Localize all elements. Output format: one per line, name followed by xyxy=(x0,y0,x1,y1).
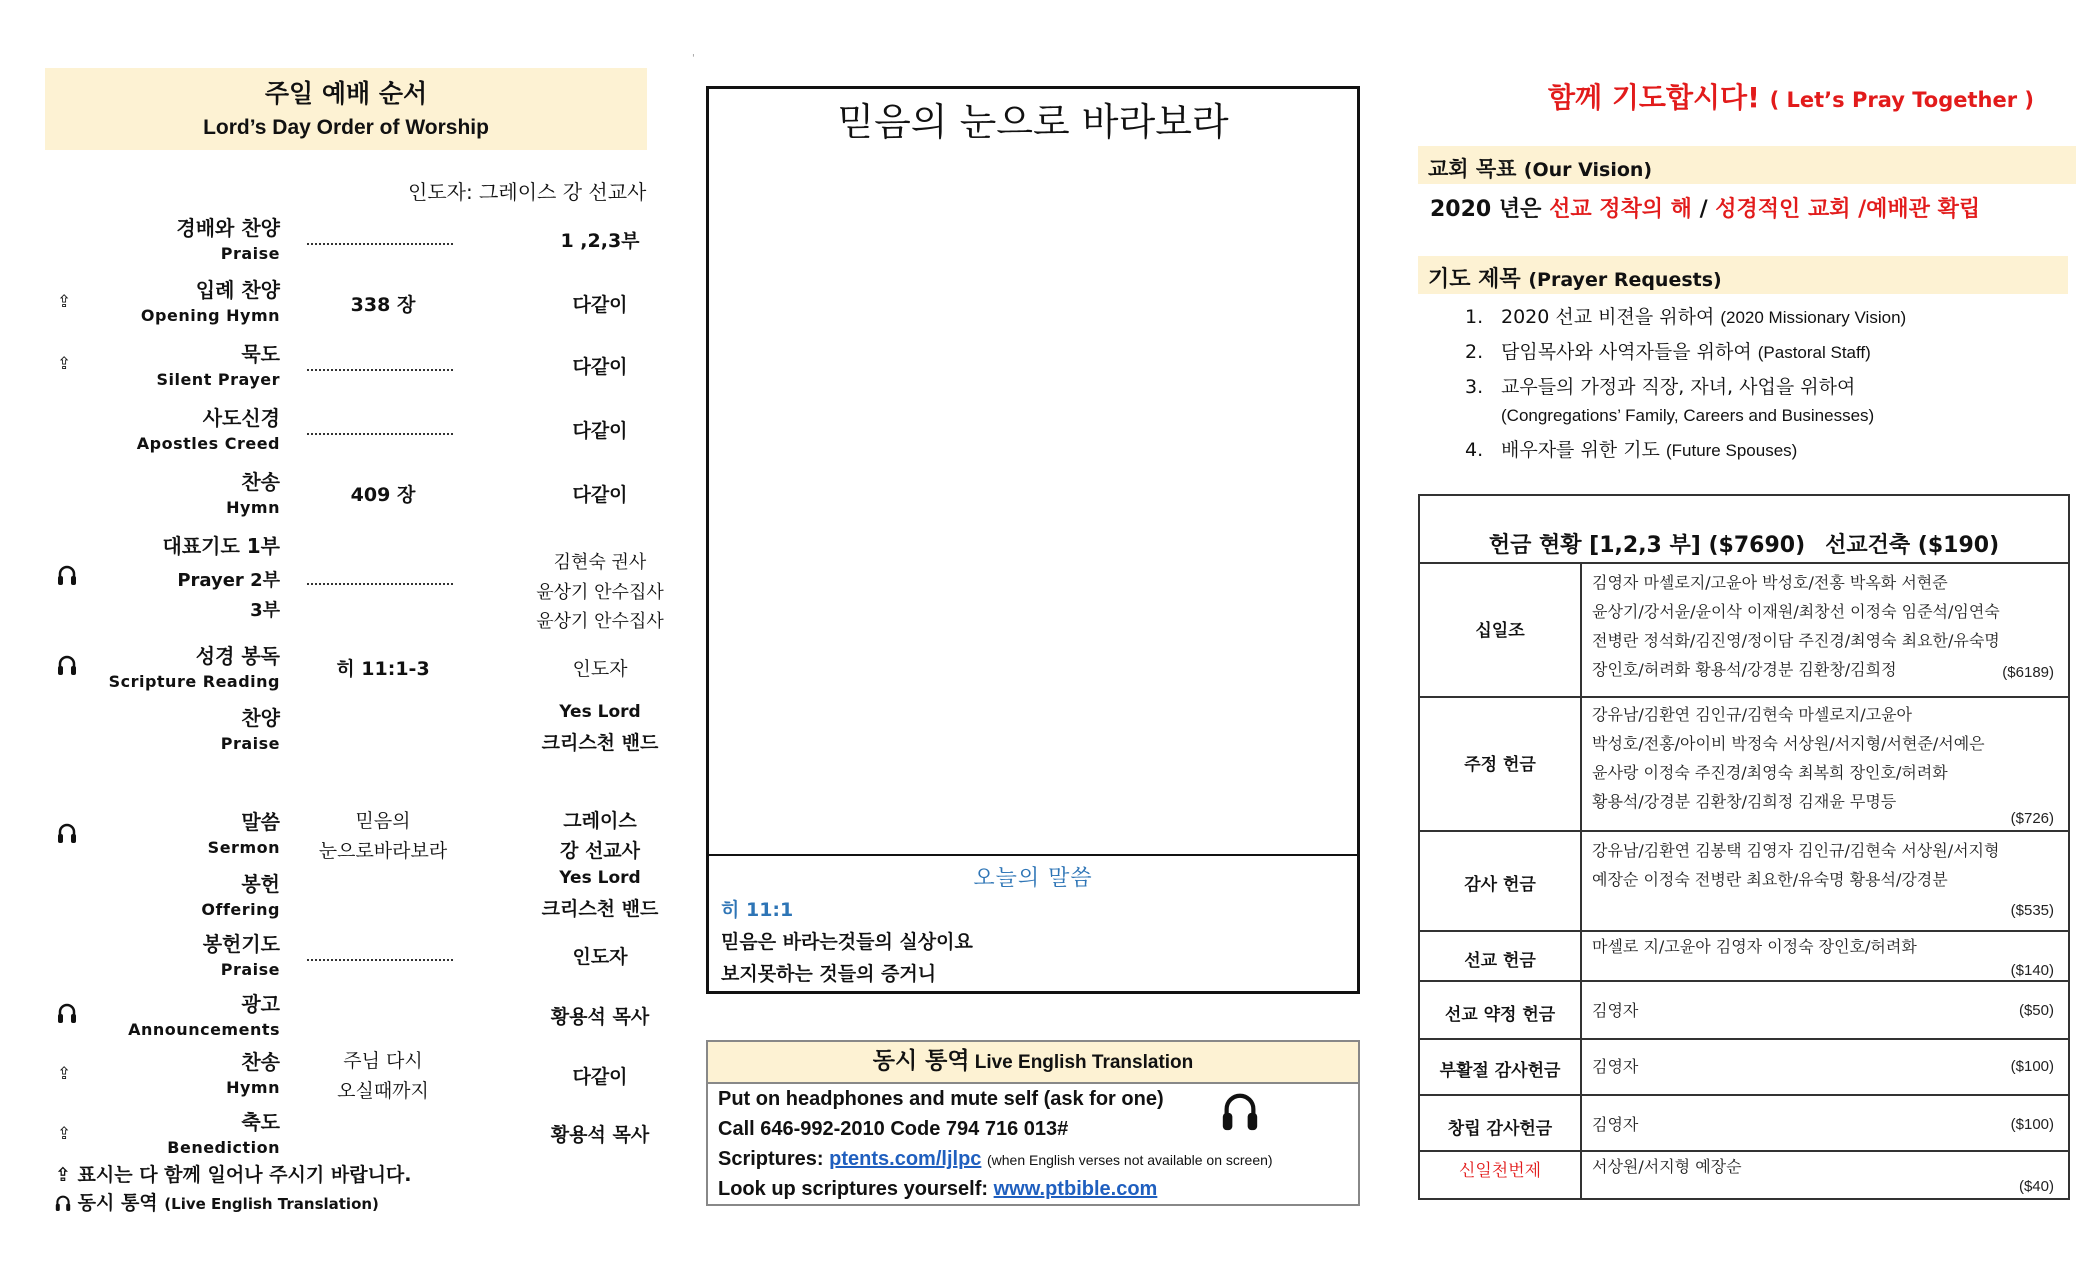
offering-names-line: 윤사랑 이정숙 주진경/최영숙 최복희 장인호/허려화 xyxy=(1592,763,1948,782)
order-item-ko: 봉헌기도 xyxy=(202,932,280,956)
vision-label-en: (Our Vision) xyxy=(1523,159,1653,181)
offering-row-easter xyxy=(1420,1038,2068,1096)
order-item-hymn xyxy=(45,466,655,526)
offering-names-line: 강유남/김환연 김봉택 김영자 김인규/김현숙 서상원/서지형 xyxy=(1592,841,2000,860)
offering-label: 주정 헌금 xyxy=(1464,755,1536,775)
order-item-ko: 성경 봉독 xyxy=(195,644,280,668)
order-header xyxy=(45,68,647,150)
prayer-request-number: 2. xyxy=(1465,341,1484,363)
prayer-request-ko: 2020 선교 비젼을 위하여 xyxy=(1501,306,1715,328)
vision-label-ko: 교회 목표 xyxy=(1428,157,1517,181)
headphones-icon xyxy=(57,654,77,676)
translation-footnote-en: (Live English Translation) xyxy=(164,1195,379,1213)
order-item-right: 크리스천 밴드 xyxy=(541,898,659,920)
prayer-request-en: (Future Spouses) xyxy=(1665,441,1798,460)
order-item-ko: 찬송 xyxy=(241,1050,280,1074)
order-item-mid: 믿음의 xyxy=(355,810,411,832)
stand-up-icon: ⇪ xyxy=(57,292,72,312)
order-item-ko: 찬양 xyxy=(241,706,280,730)
divider xyxy=(1580,932,1582,982)
offering-title xyxy=(1420,528,2068,559)
mission-building-total: 선교건축 ($190) xyxy=(1825,533,2000,558)
prayer-request-number: 1. xyxy=(1465,306,1484,328)
offering-names-line: 김영자 xyxy=(1592,1115,1639,1134)
verse-text-line: 믿음은 바라는것들의 실상이요 xyxy=(721,931,973,953)
prayer-request-item xyxy=(1465,435,1797,462)
order-item-ko: 경배와 찬양 xyxy=(176,216,280,240)
headphones-icon xyxy=(57,564,77,586)
offering-label: 신일천번제 xyxy=(1458,1161,1542,1181)
order-item-praise-band xyxy=(45,702,659,762)
order-item-right: 다같이 xyxy=(572,1066,628,1088)
order-item-en: Hymn xyxy=(226,498,280,517)
leader-line: 인도자: 그레이스 강 선교사 xyxy=(408,180,647,204)
vision-header xyxy=(1418,146,2076,184)
order-item-ko: 축도 xyxy=(241,1110,280,1134)
order-item-announcements xyxy=(45,988,655,1048)
stand-footnote: ⇪ 표시는 다 함께 일어나 주시기 바랍니다. xyxy=(55,1164,412,1186)
bible-link[interactable]: www.ptbible.com xyxy=(993,1178,1158,1200)
prayer-label-en: (Prayer Requests) xyxy=(1528,269,1722,291)
offering-names-line: 전병란 정석화/김진영/정이담 주진경/최영숙 최요한/유숙명 xyxy=(1592,631,2000,650)
offering-names xyxy=(1592,700,2057,816)
translation-header-en: Live English Translation xyxy=(974,1052,1194,1073)
prayer-requests-header xyxy=(1418,256,2068,294)
pray-title-ko: 함께 기도합시다! xyxy=(1548,81,1760,114)
order-item-en: Scripture Reading xyxy=(108,672,280,691)
translation-instruction: Put on headphones and mute self (ask for one) xyxy=(718,1088,1164,1110)
headphones-icon xyxy=(1220,1090,1260,1136)
offering-label: 선교 약정 헌금 xyxy=(1444,1005,1556,1025)
vision-label xyxy=(1428,153,1652,183)
order-item-ko: 찬송 xyxy=(241,470,280,494)
order-item-ko: 대표기도 1부 xyxy=(162,534,280,558)
prayer-request-item xyxy=(1465,337,1871,364)
stand-up-icon: ⇪ xyxy=(57,1124,72,1144)
scan-mark: ' xyxy=(692,53,695,64)
translation-scriptures-line xyxy=(718,1148,1273,1171)
offering-label: 부활절 감사헌금 xyxy=(1439,1061,1561,1081)
prayer-label-ko: 기도 제목 xyxy=(1428,267,1521,292)
headphones-icon xyxy=(57,822,77,844)
prayer-request-number: 3. xyxy=(1465,376,1484,398)
offering-row-mission-pledge xyxy=(1420,980,2068,1040)
order-item-apostles-creed xyxy=(45,402,655,462)
offering-names-line: 강유남/김환연 김인규/김현숙 마셀로지/고윤아 xyxy=(1592,705,1913,724)
order-item-right: 황용석 목사 xyxy=(550,1124,650,1146)
order-item-right: Yes Lord xyxy=(559,702,641,722)
divider xyxy=(709,854,1357,856)
order-item-offering xyxy=(45,868,659,928)
order-item-prayer xyxy=(45,530,664,632)
order-item-right: 그레이스 xyxy=(563,810,637,832)
prayer-request-item-continued xyxy=(1465,404,1874,426)
offering-row-weekly xyxy=(1420,696,2068,832)
offering-row-burnt xyxy=(1420,1150,2068,1200)
offering-label: 창립 감사헌금 xyxy=(1447,1119,1553,1139)
offering-amount: ($535) xyxy=(2010,902,2054,919)
vision-separator: / xyxy=(1691,197,1716,222)
order-item-right: 윤상기 안수집사 xyxy=(536,611,664,632)
order-item-en: 3부 xyxy=(250,600,280,621)
prayer-request-item xyxy=(1465,372,1855,399)
pray-together-title xyxy=(1548,76,2034,116)
order-item-mid: 히 11:1-3 xyxy=(336,658,430,680)
offering-names xyxy=(1592,1152,2057,1181)
order-item-right: 황용석 목사 xyxy=(550,1006,650,1028)
translation-header xyxy=(708,1042,1358,1084)
order-item-silent-prayer xyxy=(45,338,655,398)
prayer-request-en: (2020 Missionary Vision) xyxy=(1720,308,1907,327)
divider xyxy=(1580,832,1582,932)
bible-label: Look up scriptures yourself: xyxy=(718,1178,994,1200)
offering-names-line: 장인호/허려화 황용석/강경분 김환창/김희정 xyxy=(1592,660,1897,679)
order-item-en: Prayer 2부 xyxy=(177,570,280,591)
prayer-request-en: (Congregations’ Family, Careers and Businesses) xyxy=(1501,406,1875,425)
offering-amount: ($140) xyxy=(2010,962,2054,979)
vision-part: 예배관 확립 xyxy=(1866,197,1981,222)
order-item-right: 다같이 xyxy=(572,420,628,442)
order-item-mid: 409 장 xyxy=(350,484,416,506)
offering-row-tithe xyxy=(1420,562,2068,698)
offering-amount: ($6189) xyxy=(2002,664,2054,681)
order-item-right: 크리스천 밴드 xyxy=(541,732,659,754)
dot-leader xyxy=(307,432,453,435)
offering-names-line: 김영자 xyxy=(1592,1001,1639,1020)
vision-prefix: 2020 년은 xyxy=(1430,197,1542,222)
offering-names xyxy=(1592,568,2057,684)
order-item-en: Silent Prayer xyxy=(156,370,280,389)
offering-names-line: 황용석/강경분 김환창/김희정 김재윤 무명등 xyxy=(1592,792,1897,811)
stand-up-icon: ⇪ xyxy=(57,1064,72,1084)
prayer-request-ko: 교우들의 가정과 직장, 자녀, 사업을 위하여 xyxy=(1501,376,1856,398)
order-item-mid: 338 장 xyxy=(350,294,416,316)
offering-names-line: 김영자 xyxy=(1592,1057,1639,1076)
order-item-ko: 말씀 xyxy=(241,810,280,834)
offering-amount: ($100) xyxy=(2010,1058,2054,1075)
prayer-request-ko: 담임목사와 사역자들을 위하여 xyxy=(1501,341,1752,363)
scriptures-link[interactable]: ptents.com/ljlpc xyxy=(829,1148,982,1170)
order-item-praise xyxy=(45,212,655,272)
divider xyxy=(1580,1096,1582,1152)
divider xyxy=(1580,1152,1582,1200)
verse-heading: 오늘의 말씀 xyxy=(973,866,1093,891)
order-item-right: 윤상기 안수집사 xyxy=(536,582,664,603)
dot-leader xyxy=(307,368,453,371)
offering-names-line: 윤상기/강서윤/윤이삭 이재원/최창선 이정숙 임준석/임연숙 xyxy=(1592,602,2000,621)
order-item-right: Yes Lord xyxy=(559,868,641,888)
order-item-right: 인도자 xyxy=(572,946,628,968)
order-item-en: Benediction xyxy=(167,1138,280,1157)
order-item-right: 다같이 xyxy=(572,484,628,506)
translation-footnote-ko: 동시 통역 xyxy=(77,1192,158,1214)
vision-separator: / xyxy=(1850,197,1867,222)
prayer-request-en: (Pastoral Staff) xyxy=(1757,343,1871,362)
order-item-en: Opening Hymn xyxy=(140,306,280,325)
order-item-en: Hymn xyxy=(226,1078,280,1097)
offering-names-line: 서상원/서지형 예장순 xyxy=(1592,1157,1742,1176)
translation-header-ko: 동시 통역 xyxy=(872,1048,970,1074)
order-item-mid: 눈으로바라보라 xyxy=(318,840,448,862)
offering-names-line: 박성호/전홍/아이비 박정숙 서상원/서지형/서현준/서예은 xyxy=(1592,734,1985,753)
dot-leader xyxy=(307,582,453,585)
offering-amount: ($50) xyxy=(2018,1002,2054,1019)
prayer-request-ko: 배우자를 위한 기도 xyxy=(1501,439,1660,461)
verse-reference: 히 11:1 xyxy=(721,899,794,921)
order-item-closing-hymn xyxy=(45,1046,655,1106)
order-item-offering-prayer xyxy=(45,928,655,988)
offering-names xyxy=(1592,1052,2057,1081)
order-item-right: 인도자 xyxy=(572,658,628,680)
offering-label: 감사 헌금 xyxy=(1464,875,1536,895)
order-item-mid: 오실때까지 xyxy=(337,1080,429,1102)
offering-names xyxy=(1592,996,2057,1025)
offering-total: 헌금 현황 [1,2,3 부] ($7690) xyxy=(1488,533,1806,558)
dot-leader xyxy=(307,242,453,245)
order-item-ko: 입례 찬양 xyxy=(195,278,280,302)
translation-phone: Call 646-992-2010 Code 794 716 013# xyxy=(718,1118,1069,1140)
vision-part: 선교 정착의 해 xyxy=(1549,197,1692,222)
order-item-en: Offering xyxy=(201,900,280,919)
headphones-icon xyxy=(57,1002,77,1024)
offering-row-mission xyxy=(1420,930,2068,982)
order-item-en: Apostles Creed xyxy=(136,434,280,453)
order-item-en: Praise xyxy=(220,960,280,979)
order-item-right: 다같이 xyxy=(572,356,628,378)
translation-footnote xyxy=(55,1188,379,1215)
offering-amount: ($726) xyxy=(2010,810,2054,827)
offering-names-line: 김영자 마셀로지/고윤아 박성호/전홍 박옥화 서현준 xyxy=(1592,573,1948,592)
pray-title-en: ( Let’s Pray Together ) xyxy=(1769,88,2034,112)
divider xyxy=(1580,1040,1582,1096)
offering-names-line: 마셀로 지/고윤아 김영자 이정숙 장인호/허려화 xyxy=(1592,937,1917,956)
vision-part: 성경적인 교회 xyxy=(1715,197,1851,222)
order-title-ko: 주일 예배 순서 xyxy=(264,79,428,108)
dot-leader xyxy=(307,958,453,961)
offering-table xyxy=(1418,494,2070,1200)
order-item-sermon xyxy=(45,806,655,866)
order-item-ko: 봉헌 xyxy=(241,872,280,896)
order-item-ko: 광고 xyxy=(241,992,280,1016)
sermon-title: 믿음의 눈으로 바라보라 xyxy=(837,100,1229,144)
order-item-benediction xyxy=(45,1106,655,1162)
order-item-right: 강 선교사 xyxy=(559,840,641,862)
order-item-right: 1 ,2,3부 xyxy=(560,230,640,252)
order-title-en: Lord’s Day Order of Worship xyxy=(203,116,489,139)
offering-names xyxy=(1592,836,2057,894)
order-item-opening-hymn xyxy=(45,274,655,334)
divider xyxy=(1580,698,1582,832)
offering-amount: ($100) xyxy=(2010,1116,2054,1133)
offering-label: 십일조 xyxy=(1475,621,1525,641)
order-item-en: Praise xyxy=(220,734,280,753)
order-item-scripture-reading xyxy=(45,640,655,700)
scriptures-label: Scriptures: xyxy=(718,1148,830,1170)
order-item-right: 다같이 xyxy=(572,294,628,316)
prayer-request-number: 4. xyxy=(1465,439,1484,461)
offering-row-anniversary xyxy=(1420,1094,2068,1152)
translation-box xyxy=(706,1040,1360,1206)
prayer-request-item xyxy=(1465,302,1906,329)
translation-bible-line xyxy=(718,1178,1157,1201)
order-item-en: Praise xyxy=(220,244,280,263)
order-item-en: Sermon xyxy=(207,838,280,857)
verse-text-line: 보지못하는 것들의 증거니 xyxy=(721,963,937,985)
sermon-box xyxy=(706,86,1360,994)
order-item-ko: 묵도 xyxy=(241,342,280,366)
order-item-right: 김현숙 권사 xyxy=(553,552,647,573)
offering-label: 선교 헌금 xyxy=(1464,951,1536,971)
order-item-en: Announcements xyxy=(128,1020,280,1039)
offering-names xyxy=(1592,1110,2057,1139)
headphones-icon xyxy=(55,1194,71,1212)
divider xyxy=(1580,982,1582,1040)
scriptures-note: (when English verses not available on screen) xyxy=(986,1152,1273,1168)
prayer-requests-label xyxy=(1428,262,1722,293)
offering-names xyxy=(1592,932,2057,961)
offering-row-thanks xyxy=(1420,830,2068,932)
order-item-ko: 사도신경 xyxy=(202,406,280,430)
vision-statement xyxy=(1430,192,1980,223)
stand-up-icon: ⇪ xyxy=(57,354,72,374)
divider xyxy=(1580,564,1582,698)
offering-names-line: 예장순 이정숙 전병란 최요한/유숙명 황용석/강경분 xyxy=(1592,870,1948,889)
offering-amount: ($40) xyxy=(2018,1178,2054,1195)
order-item-mid: 주님 다시 xyxy=(343,1050,423,1072)
